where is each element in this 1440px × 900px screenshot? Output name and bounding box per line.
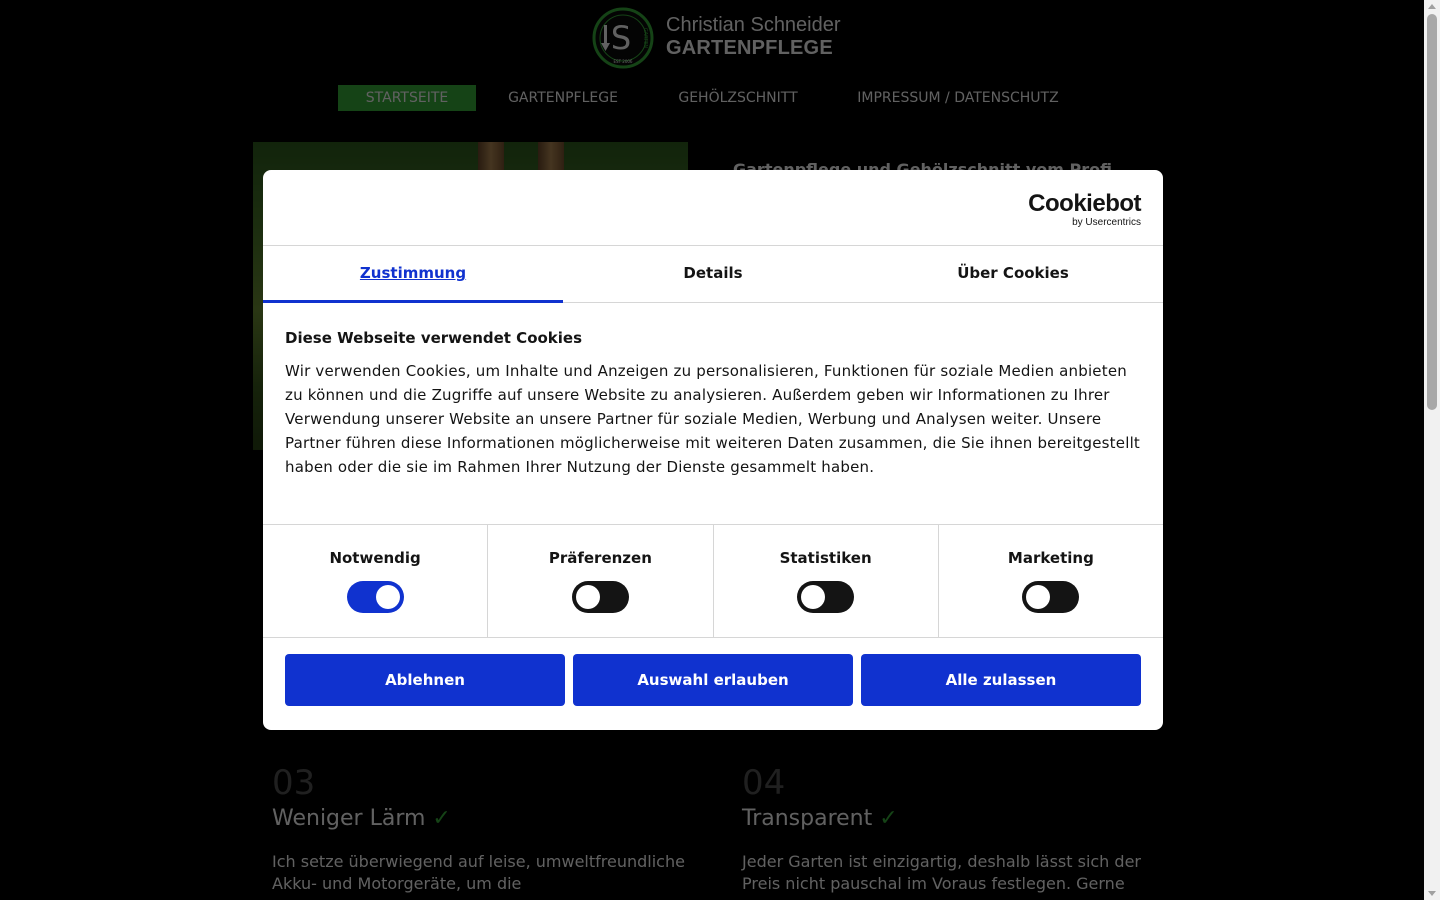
- consent-body: [263, 303, 1163, 525]
- consent-title: Diese Webseite verwendet Cookies: [285, 329, 583, 347]
- category-praeferenzen: [488, 525, 713, 637]
- tab-ueber-cookies[interactable]: Über Cookies: [957, 264, 1069, 282]
- cookiebot-logo[interactable]: [1028, 192, 1141, 228]
- category-label: Statistiken: [779, 549, 872, 567]
- category-label: Notwendig: [329, 549, 421, 567]
- category-notwendig: [263, 525, 488, 637]
- category-marketing: [939, 525, 1163, 637]
- scroll-up-arrow-icon[interactable]: [1428, 4, 1436, 9]
- tab-details[interactable]: Details: [683, 264, 743, 282]
- category-label: Marketing: [1007, 549, 1094, 567]
- cookiebot-brand-name: Cookiebot: [1028, 190, 1141, 217]
- toggle-notwendig[interactable]: [347, 581, 404, 613]
- toggle-marketing[interactable]: [1022, 581, 1079, 613]
- cookiebot-brand-subline: by Usercentrics: [1072, 217, 1141, 228]
- scrollbar-thumb[interactable]: [1427, 14, 1437, 410]
- category-statistiken: [714, 525, 939, 637]
- dialog-header: [263, 170, 1163, 246]
- allow-selection-button[interactable]: Auswahl erlauben: [573, 654, 853, 706]
- toggle-praeferenzen[interactable]: [572, 581, 629, 613]
- page-scrollbar[interactable]: [1424, 0, 1440, 900]
- allow-all-button[interactable]: Alle zulassen: [861, 654, 1141, 706]
- consent-actions: [263, 638, 1163, 706]
- tab-zustimmung[interactable]: Zustimmung: [263, 246, 563, 302]
- scroll-down-arrow-icon[interactable]: [1428, 891, 1436, 896]
- toggle-statistiken[interactable]: [797, 581, 854, 613]
- consent-categories: [263, 525, 1163, 638]
- consent-text: Wir verwenden Cookies, um Inhalte und Anzeigen zu personalisieren, Funktionen für soziale Medien anbieten zu können und die Zugriffe auf unsere Website zu analysieren. Außerdem geben wir Informationen zu Ihrer Verwendung unserer Website an unsere Partner für soziale Medien, Werbung und Analysen weiter. Unsere Partner führen diese Informationen möglicherweise mit weiteren Daten zusammen, die Sie ihnen bereitgestellt haben oder die sie im Rahmen Ihrer Nutzung der Dienste gesammelt haben.: [285, 362, 1141, 476]
- decline-button[interactable]: Ablehnen: [285, 654, 565, 706]
- category-label: Präferenzen: [548, 549, 652, 567]
- cookie-consent-dialog: [263, 170, 1163, 730]
- consent-tabs: [263, 246, 1163, 303]
